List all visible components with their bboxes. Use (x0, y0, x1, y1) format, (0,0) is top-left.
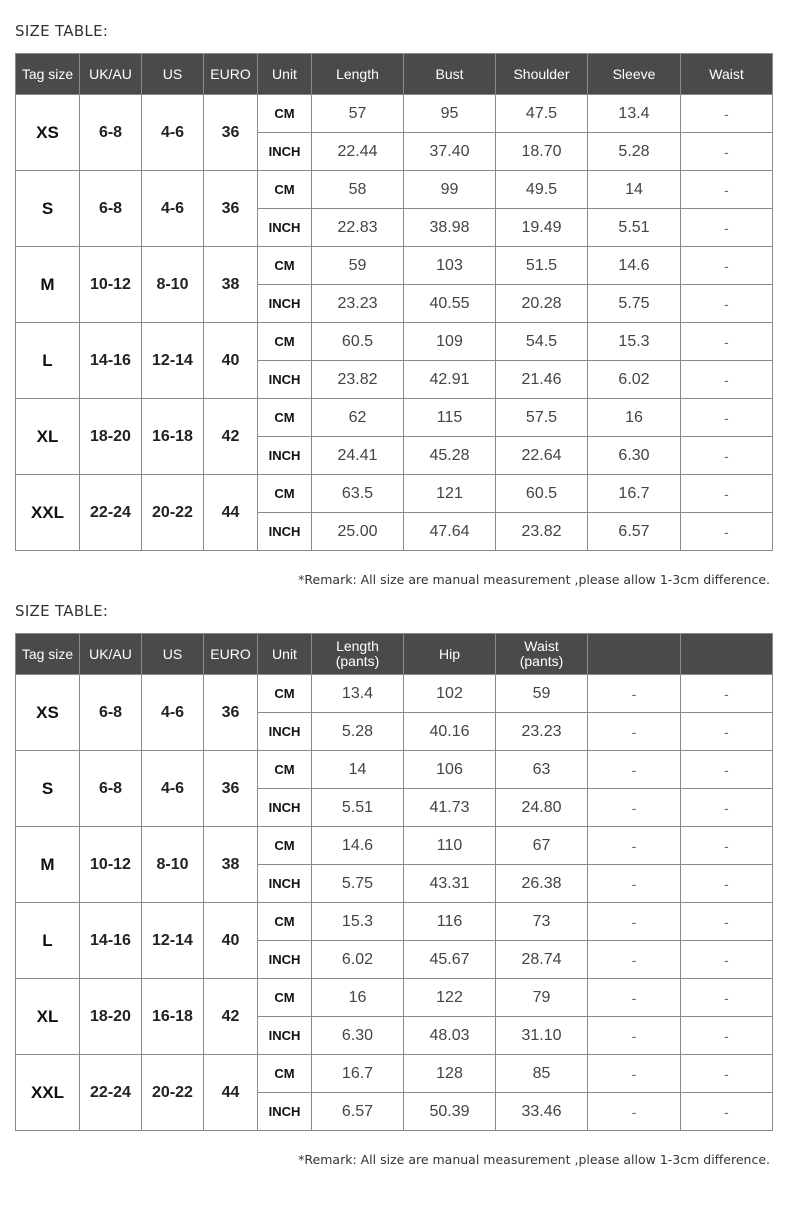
measurement-cell: 95 (404, 95, 496, 133)
measurement-cell: 102 (404, 675, 496, 713)
header-unit: Unit (258, 54, 312, 95)
measurement-cell: - (588, 789, 681, 827)
measurement-cell: 38.98 (404, 209, 496, 247)
table-row (16, 979, 773, 1017)
table-header-row (16, 634, 773, 675)
us-cell: 12-14 (142, 903, 204, 979)
header-waist: Waist (681, 54, 773, 95)
euro-cell: 38 (204, 827, 258, 903)
uk-au-cell: 6-8 (80, 95, 142, 171)
measurement-cell: - (588, 1093, 681, 1131)
measurement-cell: 5.75 (312, 865, 404, 903)
measurement-cell: 15.3 (588, 323, 681, 361)
header-length-pants: Length (pants) (312, 634, 404, 675)
uk-au-cell: 18-20 (80, 399, 142, 475)
euro-cell: 36 (204, 675, 258, 751)
unit-cell-cm: CM (258, 247, 312, 285)
measurement-cell: 23.82 (312, 361, 404, 399)
measurement-cell: 60.5 (496, 475, 588, 513)
us-cell: 20-22 (142, 475, 204, 551)
measurement-cell: 58 (312, 171, 404, 209)
tag-size-cell: XS (16, 675, 80, 751)
table-row (16, 323, 773, 361)
measurement-cell: - (681, 1093, 773, 1131)
header-tag-size: Tag size (16, 54, 80, 95)
us-cell: 4-6 (142, 95, 204, 171)
measurement-cell: - (681, 1055, 773, 1093)
measurement-cell: 5.51 (312, 789, 404, 827)
header-uk-au: UK/AU (80, 54, 142, 95)
measurement-cell: 45.67 (404, 941, 496, 979)
measurement-cell: 5.51 (588, 209, 681, 247)
measurement-cell: 26.38 (496, 865, 588, 903)
measurement-cell: 45.28 (404, 437, 496, 475)
table-row (16, 675, 773, 713)
tag-size-cell: XXL (16, 1055, 80, 1131)
header-bust: Bust (404, 54, 496, 95)
measurement-cell: - (681, 675, 773, 713)
measurement-cell: 103 (404, 247, 496, 285)
measurement-cell: 14.6 (312, 827, 404, 865)
remark-note: *Remark: All size are manual measurement ,please allow 1-3cm difference. (298, 572, 770, 587)
euro-cell: 44 (204, 1055, 258, 1131)
measurement-cell: 33.46 (496, 1093, 588, 1131)
measurement-cell: - (681, 789, 773, 827)
section-title: SIZE TABLE: (15, 22, 109, 40)
measurement-cell: 20.28 (496, 285, 588, 323)
unit-cell-cm: CM (258, 475, 312, 513)
measurement-cell: 23.23 (496, 713, 588, 751)
table-header-row (16, 54, 773, 95)
measurement-cell: 31.10 (496, 1017, 588, 1055)
tag-size-cell: L (16, 903, 80, 979)
measurement-cell: 15.3 (312, 903, 404, 941)
measurement-cell: - (681, 827, 773, 865)
measurement-cell: 79 (496, 979, 588, 1017)
measurement-cell: 6.02 (312, 941, 404, 979)
euro-cell: 42 (204, 979, 258, 1055)
measurement-cell: - (588, 979, 681, 1017)
table-row (16, 1055, 773, 1093)
unit-cell-inch: INCH (258, 361, 312, 399)
header-uk-au: UK/AU (80, 634, 142, 675)
measurement-cell: 85 (496, 1055, 588, 1093)
euro-cell: 38 (204, 247, 258, 323)
us-cell: 20-22 (142, 1055, 204, 1131)
unit-cell-inch: INCH (258, 437, 312, 475)
unit-cell-inch: INCH (258, 209, 312, 247)
measurement-cell: - (681, 209, 773, 247)
measurement-cell: 109 (404, 323, 496, 361)
measurement-cell: 16.7 (588, 475, 681, 513)
measurement-cell: - (681, 285, 773, 323)
table-row (16, 751, 773, 789)
euro-cell: 36 (204, 751, 258, 827)
us-cell: 4-6 (142, 751, 204, 827)
measurement-cell: 14 (312, 751, 404, 789)
size-table-pants (15, 633, 773, 1131)
header-shoulder: Shoulder (496, 54, 588, 95)
measurement-cell: 5.75 (588, 285, 681, 323)
header-waist-pants: Waist (pants) (496, 634, 588, 675)
measurement-cell: - (588, 1055, 681, 1093)
measurement-cell: - (681, 323, 773, 361)
measurement-cell: 5.28 (312, 713, 404, 751)
measurement-cell: 47.64 (404, 513, 496, 551)
header-us: US (142, 634, 204, 675)
measurement-cell: 116 (404, 903, 496, 941)
measurement-cell: 41.73 (404, 789, 496, 827)
header-length: Length (312, 54, 404, 95)
unit-cell-cm: CM (258, 171, 312, 209)
unit-cell-cm: CM (258, 675, 312, 713)
section-title: SIZE TABLE: (15, 602, 109, 620)
remark-note: *Remark: All size are manual measurement ,please allow 1-3cm difference. (298, 1152, 770, 1167)
measurement-cell: - (588, 675, 681, 713)
measurement-cell: - (681, 399, 773, 437)
euro-cell: 42 (204, 399, 258, 475)
measurement-cell: - (681, 95, 773, 133)
measurement-cell: - (681, 171, 773, 209)
header-euro: EURO (204, 54, 258, 95)
measurement-cell: 51.5 (496, 247, 588, 285)
unit-cell-inch: INCH (258, 1017, 312, 1055)
uk-au-cell: 6-8 (80, 675, 142, 751)
measurement-cell: 21.46 (496, 361, 588, 399)
measurement-cell: 22.44 (312, 133, 404, 171)
us-cell: 8-10 (142, 827, 204, 903)
measurement-cell: 22.83 (312, 209, 404, 247)
measurement-cell: - (588, 713, 681, 751)
table-row (16, 827, 773, 865)
uk-au-cell: 22-24 (80, 475, 142, 551)
uk-au-cell: 22-24 (80, 1055, 142, 1131)
measurement-cell: 73 (496, 903, 588, 941)
measurement-cell: - (681, 713, 773, 751)
table-row (16, 399, 773, 437)
unit-cell-inch: INCH (258, 865, 312, 903)
tag-size-cell: S (16, 171, 80, 247)
unit-cell-cm: CM (258, 903, 312, 941)
uk-au-cell: 10-12 (80, 827, 142, 903)
measurement-cell: 122 (404, 979, 496, 1017)
measurement-cell: 43.31 (404, 865, 496, 903)
measurement-cell: 54.5 (496, 323, 588, 361)
measurement-cell: 28.74 (496, 941, 588, 979)
tag-size-cell: M (16, 247, 80, 323)
tag-size-cell: XL (16, 399, 80, 475)
tag-size-cell: L (16, 323, 80, 399)
tag-size-cell: XS (16, 95, 80, 171)
us-cell: 16-18 (142, 399, 204, 475)
us-cell: 12-14 (142, 323, 204, 399)
measurement-cell: 59 (496, 675, 588, 713)
measurement-cell: 6.30 (312, 1017, 404, 1055)
measurement-cell: 23.82 (496, 513, 588, 551)
measurement-cell: - (681, 247, 773, 285)
header-sleeve: Sleeve (588, 54, 681, 95)
measurement-cell: 18.70 (496, 133, 588, 171)
measurement-cell: - (681, 751, 773, 789)
unit-cell-inch: INCH (258, 133, 312, 171)
measurement-cell: 5.28 (588, 133, 681, 171)
unit-cell-cm: CM (258, 399, 312, 437)
unit-cell-cm: CM (258, 95, 312, 133)
measurement-cell: 22.64 (496, 437, 588, 475)
measurement-cell: 115 (404, 399, 496, 437)
measurement-cell: 13.4 (312, 675, 404, 713)
size-table-tops (15, 53, 773, 551)
measurement-cell: - (681, 1017, 773, 1055)
measurement-cell: 6.30 (588, 437, 681, 475)
measurement-cell: - (588, 1017, 681, 1055)
measurement-cell: 57 (312, 95, 404, 133)
us-cell: 4-6 (142, 675, 204, 751)
unit-cell-inch: INCH (258, 513, 312, 551)
measurement-cell: 19.49 (496, 209, 588, 247)
euro-cell: 44 (204, 475, 258, 551)
table-row (16, 475, 773, 513)
measurement-cell: - (681, 133, 773, 171)
measurement-cell: 40.55 (404, 285, 496, 323)
tag-size-cell: XL (16, 979, 80, 1055)
measurement-cell: - (588, 865, 681, 903)
header-us: US (142, 54, 204, 95)
uk-au-cell: 14-16 (80, 323, 142, 399)
measurement-cell: - (681, 475, 773, 513)
measurement-cell: - (588, 941, 681, 979)
measurement-cell: 50.39 (404, 1093, 496, 1131)
us-cell: 4-6 (142, 171, 204, 247)
measurement-cell: - (681, 903, 773, 941)
unit-cell-cm: CM (258, 979, 312, 1017)
uk-au-cell: 18-20 (80, 979, 142, 1055)
header-tag-size: Tag size (16, 634, 80, 675)
header-empty (588, 634, 681, 675)
measurement-cell: 13.4 (588, 95, 681, 133)
measurement-cell: 59 (312, 247, 404, 285)
measurement-cell: 14.6 (588, 247, 681, 285)
table-row (16, 95, 773, 133)
measurement-cell: 49.5 (496, 171, 588, 209)
tag-size-cell: S (16, 751, 80, 827)
measurement-cell: 37.40 (404, 133, 496, 171)
uk-au-cell: 10-12 (80, 247, 142, 323)
measurement-cell: 128 (404, 1055, 496, 1093)
measurement-cell: 24.80 (496, 789, 588, 827)
euro-cell: 40 (204, 903, 258, 979)
measurement-cell: 42.91 (404, 361, 496, 399)
unit-cell-inch: INCH (258, 713, 312, 751)
header-empty (681, 634, 773, 675)
unit-cell-inch: INCH (258, 1093, 312, 1131)
uk-au-cell: 6-8 (80, 171, 142, 247)
measurement-cell: 106 (404, 751, 496, 789)
measurement-cell: 60.5 (312, 323, 404, 361)
measurement-cell: 110 (404, 827, 496, 865)
measurement-cell: 25.00 (312, 513, 404, 551)
measurement-cell: 6.57 (312, 1093, 404, 1131)
measurement-cell: 16 (588, 399, 681, 437)
measurement-cell: - (681, 941, 773, 979)
measurement-cell: 24.41 (312, 437, 404, 475)
unit-cell-inch: INCH (258, 285, 312, 323)
measurement-cell: - (588, 903, 681, 941)
us-cell: 16-18 (142, 979, 204, 1055)
measurement-cell: 62 (312, 399, 404, 437)
measurement-cell: 23.23 (312, 285, 404, 323)
header-hip: Hip (404, 634, 496, 675)
measurement-cell: 99 (404, 171, 496, 209)
measurement-cell: 63.5 (312, 475, 404, 513)
measurement-cell: - (588, 827, 681, 865)
tag-size-cell: XXL (16, 475, 80, 551)
measurement-cell: - (681, 437, 773, 475)
measurement-cell: 6.57 (588, 513, 681, 551)
unit-cell-cm: CM (258, 751, 312, 789)
measurement-cell: 47.5 (496, 95, 588, 133)
euro-cell: 36 (204, 95, 258, 171)
measurement-cell: 6.02 (588, 361, 681, 399)
measurement-cell: 40.16 (404, 713, 496, 751)
measurement-cell: - (681, 361, 773, 399)
unit-cell-inch: INCH (258, 941, 312, 979)
measurement-cell: 14 (588, 171, 681, 209)
unit-cell-cm: CM (258, 1055, 312, 1093)
measurement-cell: 63 (496, 751, 588, 789)
tag-size-cell: M (16, 827, 80, 903)
table-row (16, 171, 773, 209)
measurement-cell: - (588, 751, 681, 789)
measurement-cell: 121 (404, 475, 496, 513)
header-euro: EURO (204, 634, 258, 675)
header-unit: Unit (258, 634, 312, 675)
measurement-cell: 57.5 (496, 399, 588, 437)
uk-au-cell: 14-16 (80, 903, 142, 979)
measurement-cell: - (681, 865, 773, 903)
measurement-cell: 48.03 (404, 1017, 496, 1055)
euro-cell: 36 (204, 171, 258, 247)
table-row (16, 247, 773, 285)
measurement-cell: - (681, 979, 773, 1017)
measurement-cell: - (681, 513, 773, 551)
euro-cell: 40 (204, 323, 258, 399)
unit-cell-inch: INCH (258, 789, 312, 827)
uk-au-cell: 6-8 (80, 751, 142, 827)
unit-cell-cm: CM (258, 323, 312, 361)
measurement-cell: 16 (312, 979, 404, 1017)
table-row (16, 903, 773, 941)
measurement-cell: 67 (496, 827, 588, 865)
measurement-cell: 16.7 (312, 1055, 404, 1093)
us-cell: 8-10 (142, 247, 204, 323)
unit-cell-cm: CM (258, 827, 312, 865)
